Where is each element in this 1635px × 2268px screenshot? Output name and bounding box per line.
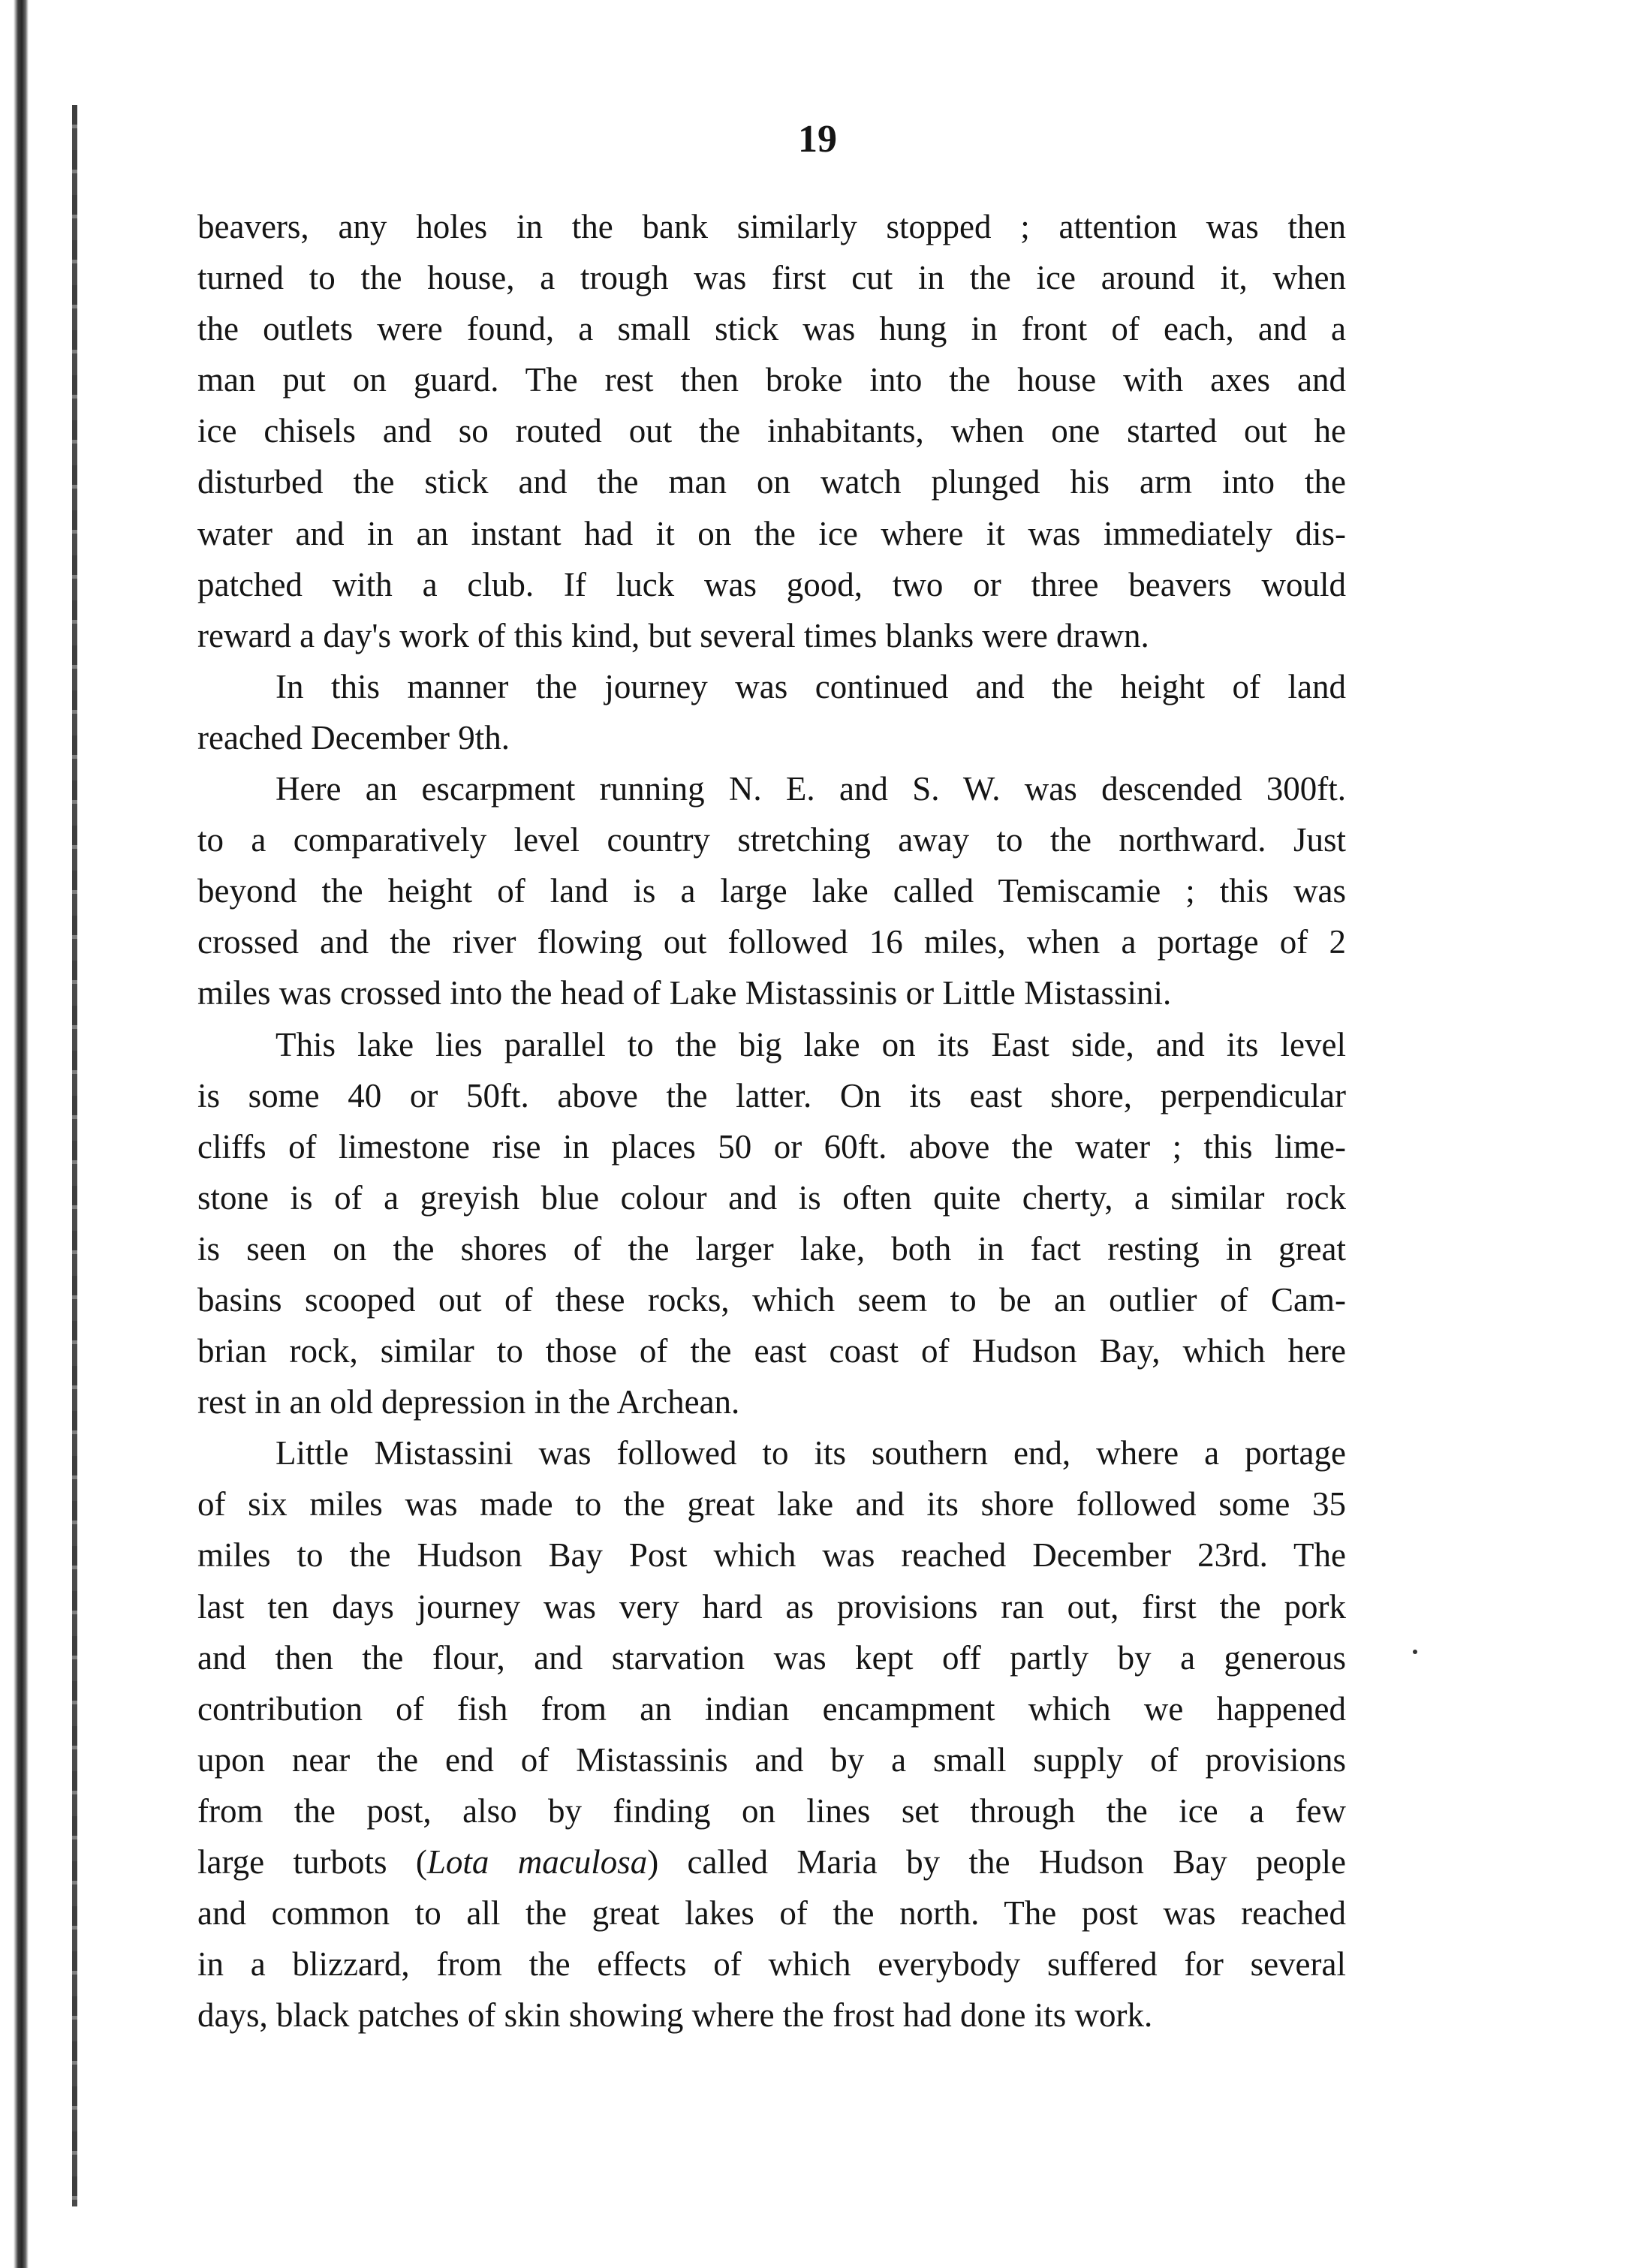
text-line-with-italic (197, 1836, 1346, 1887)
text-line-paragraph-start: In this manner the journey was continued and the height of land (276, 667, 1346, 705)
text-line: miles was crossed into the head of Lake Mistassinis or Little Mistassini. (197, 974, 1172, 1012)
text-line: beavers, any holes in the bank similarly stopped ; attention was then (197, 208, 1346, 245)
text-line: reached December 9th. (197, 718, 510, 757)
species-name-italic: Lota maculosa (426, 1843, 648, 1881)
text-line: last ten days journey was very hard as provisions ran out, first the pork (197, 1587, 1346, 1626)
scan-binding-edge (14, 0, 29, 2268)
text-line: and then the flour, and starvation was kept off partly by a generous (197, 1638, 1346, 1677)
text-line-paragraph-start: This lake lies parallel to the big lake on its East side, and its level (276, 1025, 1346, 1063)
text-line: reward a day's work of this kind, but several times blanks were drawn. (197, 616, 1149, 654)
page-number: 19 (798, 118, 837, 161)
text-line: turned to the house, a trough was first cut in the ice around it, when (197, 259, 1346, 297)
text-line: from the post, also by finding on lines set through the ice a few (197, 1791, 1346, 1830)
text-line: upon near the end of Mistassinis and by a small supply of provisions (197, 1740, 1346, 1779)
text-line: ice chisels and so routed out the inhabitants, when one started out he (197, 412, 1346, 450)
text-line-paragraph-start: Here an escarpment running N. E. and S. W. was descended 300ft. (276, 770, 1346, 808)
text-line: in a blizzard, from the effects of which everybody suffered for several (197, 1945, 1346, 1984)
text-line: crossed and the river flowing out followed 16 miles, when a portage of 2 (197, 923, 1346, 961)
text-line: of six miles was made to the great lake and its shore followed some 35 (197, 1485, 1346, 1524)
text-line: rest in an old depression in the Archean. (197, 1383, 740, 1421)
text-line: days, black patches of skin showing where the frost had done its work. (197, 1996, 1153, 2035)
scan-speck (1413, 1650, 1417, 1654)
text-segment: large turbots ( (197, 1843, 427, 1881)
body-text (197, 201, 1346, 2041)
text-line-paragraph-start: Little Mistassini was followed to its southern end, where a portage (276, 1434, 1346, 1472)
text-line: miles to the Hudson Bay Post which was reached December 23rd. The (197, 1536, 1346, 1575)
text-line: stone is of a greyish blue colour and is often quite cherty, a similar rock (197, 1178, 1346, 1217)
text-line: water and in an instant had it on the ice where it was immediately dis- (197, 514, 1346, 552)
text-line: contribution of fish from an indian encampment which we happened (197, 1689, 1346, 1728)
text-line: basins scooped out of these rocks, which seem to be an outlier of Cam- (197, 1280, 1346, 1319)
text-line: disturbed the stick and the man on watch plunged his arm into the (197, 463, 1346, 501)
text-line: brian rock, similar to those of the east coast of Hudson Bay, which here (197, 1332, 1346, 1370)
text-segment: ) called Maria by the Hudson Bay people (647, 1843, 1346, 1881)
text-line: beyond the height of land is a large lake called Temiscamie ; this was (197, 872, 1346, 910)
scan-margin-shadow (72, 105, 77, 2206)
text-line: man put on guard. The rest then broke into the house with axes and (197, 361, 1346, 399)
text-line: is some 40 or 50ft. above the latter. On its east shore, perpendicular (197, 1076, 1346, 1114)
text-line: is seen on the shores of the larger lake, both in fact resting in great (197, 1229, 1346, 1268)
text-line: and common to all the great lakes of the north. The post was reached (197, 1894, 1346, 1933)
text-line: to a comparatively level country stretching away to the northward. Just (197, 821, 1346, 859)
text-line: the outlets were found, a small stick was hung in front of each, and a (197, 310, 1346, 348)
text-line: cliffs of limestone rise in places 50 or 60ft. above the water ; this lime- (197, 1127, 1346, 1166)
text-line: patched with a club. If luck was good, two or three beavers would (197, 565, 1346, 603)
